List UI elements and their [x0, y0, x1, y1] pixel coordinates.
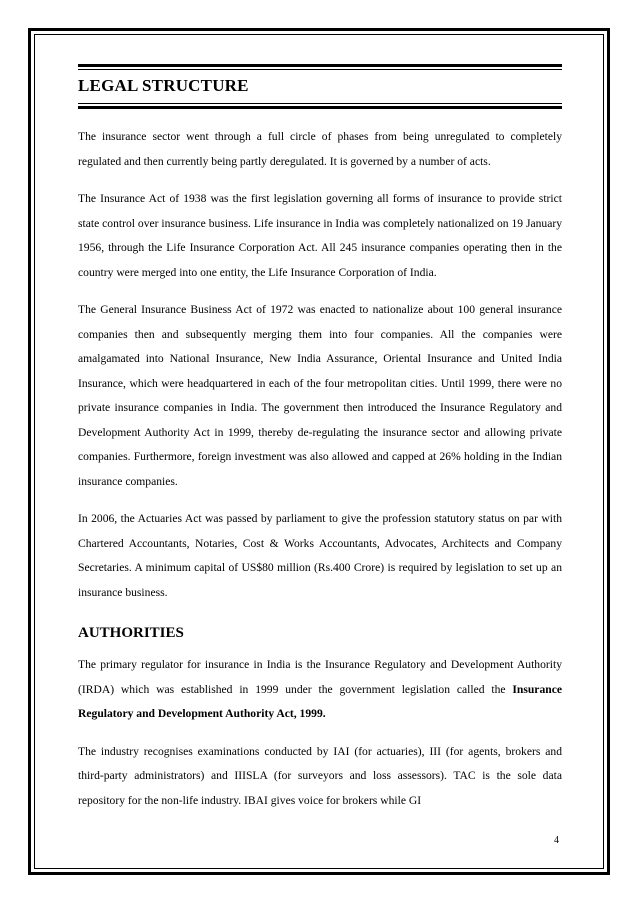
heading-legal-structure: LEGAL STRUCTURE: [78, 76, 249, 95]
paragraph-phases: The insurance sector went through a full circle of phases from being unregulated to completely regulated and then currently being partly deregulated. It is governed by a number of acts.: [78, 130, 562, 168]
paragraph-primary-regulator-text: The primary regulator for insurance in India is the Insurance Regulatory and Development Authority (IRDA) which was established in 1999 under the government legislation called the: [78, 658, 562, 696]
heading-rule-bottom: [78, 103, 562, 109]
paragraph-examinations: The industry recognises examinations conducted by IAI (for actuaries), III (for agents, brokers and third-party administrators) and IIISLA (for surveyors and loss assessors). TAC is the sole data repository for the non-life industry. IBAI gives voice for brokers while GI: [78, 744, 562, 807]
paragraph-actuaries-act-2006: In 2006, the Actuaries Act was passed by parliament to give the profession statutory status on par with Chartered Accountants, Notaries, Cost & Works Accountants, Advocates, Architects and Company Secretaries. A minimum capital of US$80 million (Rs.400 Crore) is required by legislation to set up an insurance business.: [78, 512, 562, 599]
heading-authorities: AUTHORITIES: [78, 625, 184, 641]
paragraph-insurance-act-1938: The Insurance Act of 1938 was the first legislation governing all forms of insurance to provide strict state control over insurance business. Life insurance in India was completely nationalized on 19 January 1956, through the Life Insurance Corporation Act. All 245 insurance companies operating then in the country were merged into one entity, the Life Insurance Corporation of India.: [78, 192, 562, 279]
page-number: 4: [554, 835, 559, 846]
heading-rule-top: [78, 64, 562, 70]
paragraph-primary-regulator: [78, 653, 562, 727]
paragraph-general-insurance-act-1972: The General Insurance Business Act of 1972 was enacted to nationalize about 100 general insurance companies then and subsequently merging them into four companies. All the companies were amalgamated into National Insurance, New India Assurance, Oriental Insurance and United India Insurance, which were headquartered in each of the four metropolitan cities. Until 1999, there were no private insurance companies in India. The government then introduced the Insurance Regulatory and Development Authority Act in 1999, thereby de-regulating the insurance sector and allowing private companies. Furthermore, foreign investment was also allowed and capped at 26% holding in the Indian insurance companies.: [78, 303, 562, 488]
page-content: [78, 64, 562, 813]
irda-act-title: Insurance Regulatory and Development Authority Act, 1999.: [78, 682, 562, 720]
